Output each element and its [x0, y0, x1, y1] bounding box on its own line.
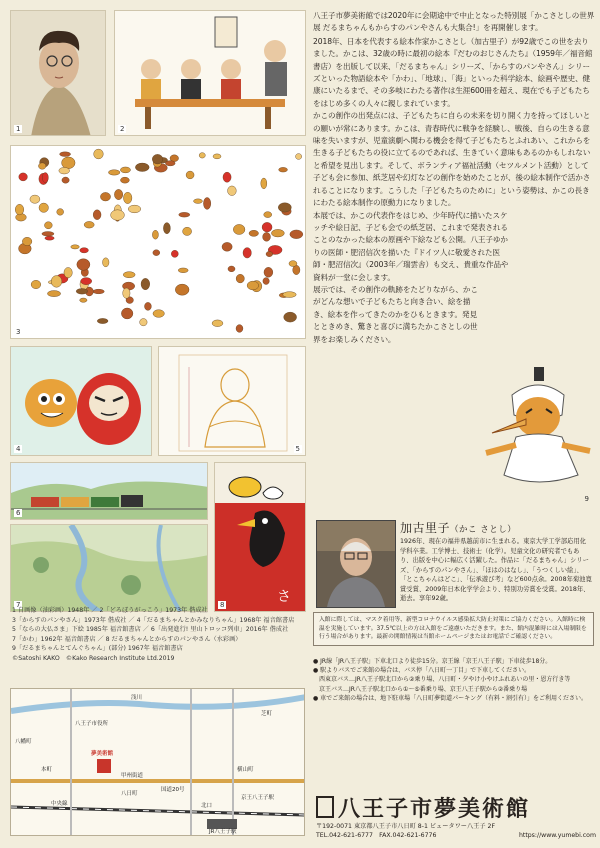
bread-drawing — [60, 152, 71, 157]
map-label: 八日町 — [121, 791, 138, 797]
intro-paragraph: 2018年、日本を代表する絵本作家かこさとし（加古里子）が92歳でこの世を去りました。かこは、32歳の時に最初の絵本『だむのおじさんたち』（1959年／福音館書店）を出版して以来、「だるまちゃん」シリーズ、「からすのパンやさん」シリーズといった物語絵本や「かわ」、「地球」、「海」といった科学絵本、絵画や歴史、健康にいたるまで、その多岐にわたる著作は生涯600冊を超え、現在でも子どもたちをはじめ多くの人々に親しまれています。 — [313, 36, 593, 108]
bread-drawing — [42, 232, 54, 237]
artwork-darumachan-kaminarichan — [10, 346, 152, 456]
bread-drawing — [163, 223, 170, 234]
artwork-nara-daibutsu-sketch — [158, 346, 306, 456]
bread-drawing — [76, 288, 88, 294]
artwork-crow-bakery-watercolor — [214, 462, 306, 612]
caption-line: 1 自画像（油彩画）1948年 ／ 2「どろぼうがっこう」1973年 偕成社 — [12, 607, 208, 614]
bread-drawing — [120, 167, 130, 173]
phone-fax: TEL.042-621-6777 FAX.042-621-6776 — [316, 832, 437, 839]
bread-drawing — [135, 163, 149, 171]
bread-drawing — [97, 318, 108, 323]
museum-logo: 八王子市夢美術館 — [316, 792, 530, 823]
bread-drawing — [247, 281, 258, 290]
svg-text:さ: さ — [277, 589, 291, 605]
bread-drawing — [223, 172, 231, 182]
picture-number: 2 — [120, 125, 125, 133]
access-line: 京王バス…JR八王子駅北口から①〜⑤番乗り場、京王八王子駅から②番乗り場 — [313, 685, 528, 693]
bread-drawing — [51, 276, 62, 288]
access-line: ● 車でご来館の場合は、地下駐車場「八日町夢街道パーキング（有料・割引有）」をご利用ください。 — [313, 694, 587, 702]
caption-line: 3「からすのパンやさん」1973年 偕成社 ／ 4「だるまちゃんとかみなりちゃん」1968年 福音館書店 — [12, 616, 295, 624]
bread-drawing — [64, 267, 72, 277]
bread-drawing — [140, 319, 148, 326]
bread-drawing — [39, 203, 48, 212]
bread-drawing — [153, 310, 164, 318]
map-label: 横山町 — [237, 767, 254, 773]
bread-drawing — [93, 210, 101, 220]
author-bio: 1926年、現在の福井県越前市に生まれる。東京大学工学部応用化学科卒業。工学博士、技術士（化学）。児童文化の研究者でもあり、出版を中心に幅広く活躍した。作品に「だるまちゃん」シリーズ、「からすのパンやさん」、「ほはのはなし」、「うつくしい絵」、「とこちゃんはどこ」、「伝承遊び考」など600点余。2008年菊池寛賞受賞、2009年日本化学学会より、特別功労賞を受賞。2018年、逝去。享年92歳。 — [400, 538, 592, 602]
picture-number: 9 — [584, 495, 589, 503]
intro-paragraph: かこの創作の出発点には、子どもたちに自らの未来を切り開く力を持ってほしいとの願いが常にあります。かこは、青春時代に戦争を経験し、戦後、自らの生きる意味を失いますが、児童演劇へ関わる機会を得て子どもたちとふれあい、これからを生きる子どもたちの役に立てるのであれば、生きていく意味もあるのかもしれないと希望を見出します。そして、ボランティア福祉活動（セツルメント活動）として子ども会に参加、紙芝居や幻灯などの創作を始めたことが、後の絵本制作で活かされることになります。こうした「子どもたちのために」という姿勢は、かこの長きにわたる絵本制作の原動力になりました。 — [313, 111, 591, 208]
map-label: 国道20号 — [161, 787, 185, 793]
bread-drawing — [152, 230, 158, 239]
bread-drawing — [212, 320, 223, 327]
bread-drawing — [264, 212, 272, 218]
bread-drawing — [283, 292, 296, 298]
bread-drawing — [84, 221, 94, 228]
bread-drawing — [199, 153, 205, 158]
bread-drawing — [80, 248, 89, 253]
access-map — [10, 688, 305, 836]
map-label: 中央線 — [51, 801, 68, 807]
bread-drawing — [152, 154, 163, 164]
bread-drawing — [81, 278, 92, 285]
bread-drawing — [80, 298, 87, 302]
intro-text — [313, 10, 596, 346]
bread-drawing — [47, 291, 60, 297]
map-label: 芝町 — [261, 711, 273, 717]
bread-drawing — [264, 267, 273, 277]
bread-drawing — [228, 186, 237, 196]
bread-drawing — [102, 258, 109, 267]
museum-logo-icon — [316, 796, 334, 818]
caption-line: 9「だるまちゃんとてんぐちゃん」(部分) 1967年 福音館書店 — [12, 645, 183, 653]
bread-drawing — [128, 205, 141, 213]
bread-drawing — [93, 289, 104, 294]
author-name: 加古里子（かこ さとし） — [400, 521, 517, 535]
bread-drawing — [278, 203, 291, 212]
caption-line: ©Satoshi KAKO ©Kako Research Institute Ltd.2019 — [12, 654, 175, 662]
bread-drawing — [153, 250, 160, 256]
bread-drawing — [236, 325, 243, 333]
bread-drawing — [120, 177, 129, 183]
picture-number: 1 — [16, 125, 21, 133]
caption-line: 5「ならの大仏さま」下絵 1985年 福音館書店 ／ 6「出発進行! 里山トロッコ列車」2016年 偕成社 — [12, 626, 289, 634]
bread-drawing — [213, 154, 221, 159]
artwork-satoyama-torokko — [10, 462, 208, 520]
bread-drawing — [57, 209, 64, 216]
bread-drawing — [59, 167, 70, 174]
map-label: 八幡町 — [15, 739, 32, 745]
bread-drawing — [228, 266, 235, 272]
bread-drawing — [178, 268, 188, 273]
map-label: 浅川 — [131, 695, 143, 701]
bread-drawing — [290, 230, 303, 239]
bread-drawing — [45, 236, 54, 240]
intro-paragraph: 本展では、かこの代表作をはじめ、少年時代に描いたスケッチや絵日記、子ども会での紙芝居、これまで発表されることのなかった絵本の原画や下絵なども公開。八王子ゆかりの医師・肥沼信次を描いた『ドイツ人に敬愛された医師・肥沼信次』（2003年／瑞雲舎）も交え、貴重な作品や資料が一堂に会します。 — [313, 210, 509, 282]
bread-drawing — [42, 173, 48, 183]
bread-drawing — [222, 242, 232, 251]
access-line: ● JR線「JR八王子駅」下車北口より徒歩15分。京王線「京王八王子駅」下車徒歩18分。 — [313, 658, 552, 665]
museum-address — [316, 822, 596, 840]
bread-drawing — [62, 157, 76, 169]
map-label: JR八王子駅 — [209, 829, 237, 835]
access-line: 西東京バス…JR八王子駅北口から②乗り場、八日町・夕やけ小やけふれあいの里・恩方行き等 — [313, 676, 571, 684]
bread-drawing — [284, 312, 297, 322]
artwork-kawa-landscape — [10, 524, 208, 612]
picture-number: 6 — [16, 509, 21, 517]
bread-drawing — [123, 192, 131, 203]
bread-drawing — [296, 154, 302, 160]
map-label: 北口 — [201, 803, 213, 809]
bread-drawing — [108, 170, 119, 175]
bread-drawing — [31, 280, 41, 288]
covid-notice: 入館に際しては、マスク着用等、新型コロナウイルス感染拡大防止対策にご協力ください。入館時に検温を実施しています。37.5℃以上の方は入館をご遠慮いただきます。また、館内混雑時には入場制限を行う場合があります。最新の開館情報は当館ホームページまたはお電話でご確認ください。 — [313, 612, 594, 646]
bread-drawing — [243, 248, 251, 258]
bread-drawing — [38, 163, 45, 169]
intro-paragraph: 展示では、その創作の軌跡をたどりながら、かこがどんな想いで子どもたちと向き合い、絵を描き、絵本を作ってきたのかをひもときます。発見とときめき、驚きと喜びに満ちたかこさとしの世界をお楽しみください。 — [313, 284, 478, 344]
author-reading: （かこ さとし） — [450, 525, 517, 535]
bread-drawing — [71, 245, 80, 249]
bread-drawing — [263, 278, 269, 285]
bread-drawing — [44, 222, 52, 229]
artwork-karasu-no-panyasan-breads — [10, 145, 306, 339]
bread-drawing — [141, 278, 150, 289]
bread-drawing — [263, 232, 271, 241]
website-link[interactable]: https://www.yumebi.com — [518, 832, 596, 839]
map-label: 夢美術館 — [91, 751, 114, 757]
bread-drawing — [30, 195, 40, 203]
picture-number: 4 — [16, 445, 21, 453]
bread-drawing — [194, 199, 203, 204]
bread-drawing — [123, 272, 135, 278]
bread-drawing — [179, 212, 190, 217]
bread-drawing — [114, 189, 122, 199]
picture-number: 8 — [220, 601, 225, 609]
map-label: 甲州街道 — [121, 773, 144, 779]
bread-drawing — [22, 237, 32, 245]
bread-drawing — [289, 261, 297, 267]
intro-paragraph: 八王子市夢美術館では2020年に会期途中で中止となった特別展「かこさとしの世界展 だるまちゃんもからすのパンやさんも大集合!」を再開催します。 — [313, 11, 595, 33]
access-line: ● 駅よりバスでご来館の場合は、バス停「八日町一丁目」で下車してください。 — [313, 667, 531, 675]
picture-number: 3 — [16, 328, 21, 336]
bread-drawing — [175, 284, 189, 295]
picture-number: 7 — [16, 601, 21, 609]
bread-drawing — [236, 274, 244, 283]
bread-drawing — [144, 302, 151, 310]
bread-drawing — [233, 224, 245, 234]
bread-drawing — [121, 308, 133, 319]
artwork-dorobo-gakko — [114, 10, 306, 136]
bread-drawing — [111, 210, 125, 221]
artwork-self-portrait — [10, 10, 106, 136]
bread-drawing — [271, 229, 284, 237]
caption-line: 7「かわ」1962年 福音館書店 ／ 8 だるまちゃんとからすのパンやさん（水彩画） — [12, 635, 242, 643]
map-label: 八王子市役所 — [75, 721, 109, 727]
bread-drawing — [123, 288, 130, 298]
bread-drawing — [186, 171, 194, 179]
picture-number: 5 — [295, 445, 300, 453]
bread-drawing — [165, 161, 175, 166]
bread-drawing — [203, 197, 210, 209]
bread-drawing — [100, 192, 110, 201]
address-line: 〒192-0071 東京都八王子市八日町 8-1 ビュータワー八王子 2F — [316, 823, 496, 830]
access-info — [313, 657, 594, 703]
bread-drawing — [171, 250, 178, 257]
artwork-caption-list — [12, 606, 312, 664]
map-label: 京王八王子駅 — [241, 795, 275, 801]
bread-drawing — [279, 167, 288, 172]
bread-drawing — [249, 230, 259, 236]
author-photo — [316, 520, 396, 608]
bread-drawing — [62, 177, 69, 183]
bread-drawing — [77, 259, 90, 271]
artwork-tenguchan — [482, 355, 594, 505]
bread-drawing — [19, 173, 28, 181]
bread-drawing — [266, 251, 273, 256]
map-label: 本町 — [41, 767, 53, 773]
bread-drawing — [94, 149, 104, 159]
bread-drawing — [262, 222, 272, 232]
bread-drawing — [15, 204, 24, 215]
bread-drawing — [183, 227, 192, 235]
bread-drawing — [261, 178, 267, 189]
breads-illustration — [11, 146, 306, 339]
